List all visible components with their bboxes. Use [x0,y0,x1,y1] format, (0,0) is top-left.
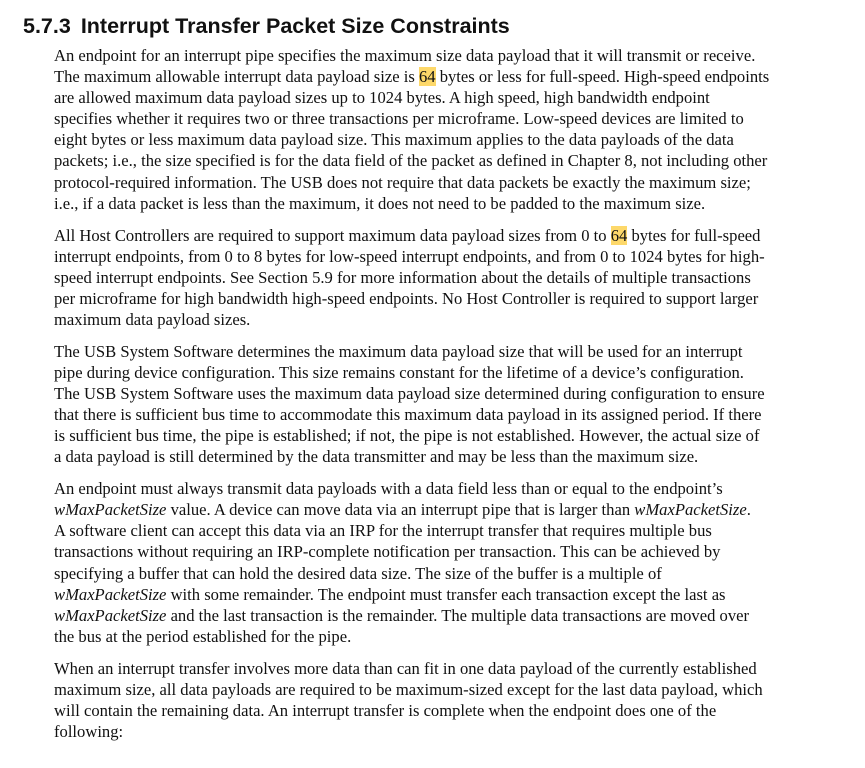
field-name-term: wMaxPacketSize [54,500,167,520]
paragraph-4 [54,478,844,647]
text-line: packets; i.e., the size specified is for the data field of the packet as defined in Chapter 8, not including other [54,151,768,171]
text-line: wMaxPacketSize with some remainder. The endpoint must transfer each transaction except the last as [54,584,726,604]
search-highlight: 64 [610,225,628,245]
field-name-term: wMaxPacketSize [54,584,167,604]
text-line: is sufficient bus time, the pipe is established; if not, the pipe is not established. However, the actual size of [54,426,760,446]
text-line: maximum size, all data payloads are required to be maximum-sized except for the last data payload, which [54,679,763,699]
field-name-term: wMaxPacketSize [634,500,747,520]
text-line: All Host Controllers are required to support maximum data payload sizes from 0 to 64 bytes for full-speed [54,225,761,245]
text-line: An endpoint must always transmit data payloads with a data field less than or equal to the endpoint’s [54,479,723,499]
text-line: specifies whether it requires two or three transactions per microframe. Low-speed devices are limited to [54,109,744,129]
text-line: pipe during device configuration. This size remains constant for the lifetime of a device’s configuration. [54,362,744,382]
text-line: The USB System Software determines the maximum data payload size that will be used for an interrupt [54,341,743,361]
text-line: eight bytes or less maximum data payload size. This maximum applies to the data payloads of the data [54,130,734,150]
section-body [54,45,844,753]
text-line: per microframe for high bandwidth high-speed endpoints. No Host Controller is required to support larger [54,288,759,308]
text-line: maximum data payload sizes. [54,309,251,329]
section-number: 5.7.3 [23,14,71,38]
text-line: i.e., if a data packet is less than the maximum, it does not need to be padded to the maximum size. [54,193,706,213]
text-line: An endpoint for an interrupt pipe specifies the maximum size data payload that it will transmit or receive. [54,46,756,65]
search-highlight: 64 [418,67,436,87]
text-line: that there is sufficient bus time to accommodate this maximum data payload in its assigned period. If there [54,405,762,425]
paragraph-1 [54,45,844,214]
paragraph-2 [54,225,844,330]
text-line: protocol-required information. The USB does not require that data packets be exactly the maximum size; [54,172,751,192]
text-line: interrupt endpoints, from 0 to 8 bytes for low-speed interrupt endpoints, and from 0 to 1024 bytes for high- [54,246,765,266]
text-line: speed interrupt endpoints. See Section 5.9 for more information about the details of multiple transactions [54,267,751,287]
text-line: specifying a buffer that can hold the desired data size. The size of the buffer is a multiple of [54,563,662,583]
section-heading [23,12,510,40]
section-title: Interrupt Transfer Packet Size Constraints [80,14,510,38]
text-line: are allowed maximum data payload sizes up to 1024 bytes. A high speed, high bandwidth endpoint [54,88,710,108]
text-line: The USB System Software uses the maximum data payload size determined during configuration to ensure [54,384,765,403]
text-line: A software client can accept this data via an IRP for the interrupt transfer that requires multiple bus [54,521,712,541]
text-line: will contain the remaining data. An interrupt transfer is complete when the endpoint does one of the [54,700,717,720]
text-line: wMaxPacketSize and the last transaction is the remainder. The multiple data transactions are moved over [54,605,750,625]
text-line: When an interrupt transfer involves more data than can fit in one data payload of the currently established [54,658,757,678]
text-line: following: [54,722,124,741]
text-line: the bus at the period established for the pipe. [54,626,352,646]
paragraph-5 [54,658,844,742]
text-line: The maximum allowable interrupt data payload size is 64 bytes or less for full-speed. High-speed endpoints [54,67,770,87]
paragraph-3 [54,341,844,468]
text-line: transactions without requiring an IRP-complete notification per transaction. This can be achieved by [54,542,721,562]
text-line: a data payload is still determined by the data transmitter and may be less than the maximum size. [54,447,699,467]
field-name-term: wMaxPacketSize [54,605,167,625]
text-line: wMaxPacketSize value. A device can move data via an interrupt pipe that is larger than wMaxPacketSize. [54,500,751,520]
